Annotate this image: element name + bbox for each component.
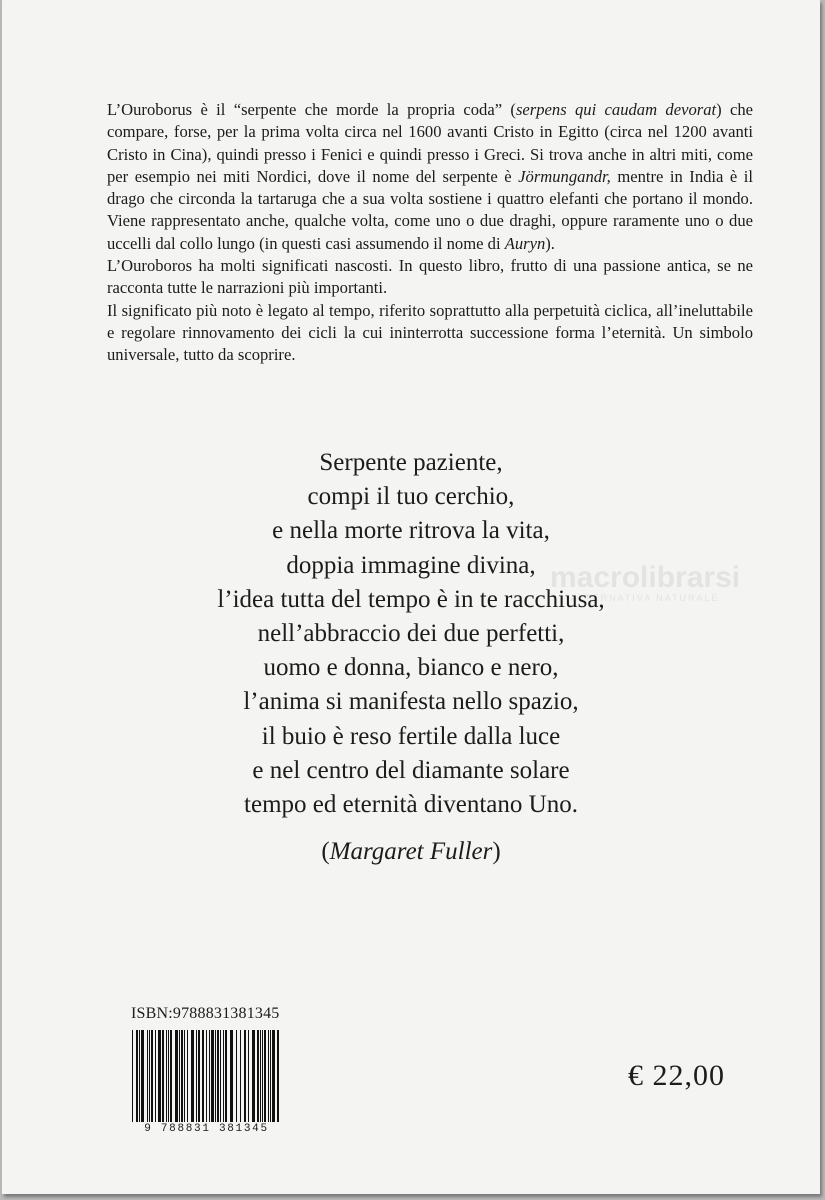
barcode-bar — [262, 1030, 263, 1130]
barcode-bar — [149, 1030, 150, 1130]
poem-line: e nel centro del diamante solare — [252, 756, 570, 784]
blurb-p1-part-c: mentre in India è il drago che circonda la tartaruga che a sua volta sostiene i quattro elefanti che portano il mondo. Viene rappresentato anche, qualche volta, come uno o due draghi, oppure raramente uno o due uccelli dal collo lungo (in questi casi assumendo il nome di — [107, 166, 753, 253]
barcode-bar — [158, 1030, 161, 1130]
poem-line: e nella morte ritrova la vita, — [272, 517, 550, 545]
poem-line: compi il tuo cerchio, — [307, 483, 515, 511]
barcode-bar — [211, 1030, 214, 1130]
isbn-label: ISBN:9788831381345 — [131, 1005, 280, 1022]
blurb-p1-part-b: ) che compare, forse, per la prima volta circa nel 1600 avanti Cristo in Egitto (circa nel 1200 avanti Cristo in Cina), quindi presso i Fenici e quindi presso i Greci. Si trova anche in altri miti, come per esempio nei miti Nordici, dove il nome del serpente è — [107, 100, 754, 186]
barcode-bar — [240, 1030, 241, 1130]
barcode-bar — [141, 1030, 144, 1130]
barcode — [130, 1030, 283, 1138]
barcode-bar — [225, 1030, 227, 1130]
barcode-bar — [220, 1030, 221, 1130]
barcode-bar — [139, 1030, 140, 1130]
barcode-bar — [151, 1030, 153, 1130]
barcode-bar — [191, 1030, 194, 1130]
barcode-bar — [132, 1030, 133, 1130]
barcode-bar — [215, 1030, 216, 1130]
barcode-bar — [184, 1030, 185, 1130]
poem-line: doppia immagine divina, — [286, 551, 536, 579]
barcode-bar — [209, 1030, 210, 1130]
barcode-bar — [136, 1030, 138, 1130]
blurb-p1-part-a: L’Ouroborus è il “serpente che morde la propria coda” ( — [107, 100, 516, 119]
barcode-bar — [147, 1030, 148, 1130]
barcode-bar — [272, 1030, 275, 1130]
barcode-bar — [248, 1030, 249, 1130]
barcode-bar — [179, 1030, 180, 1130]
barcode-bar — [175, 1030, 178, 1130]
blurb-paragraph-3: Il significato più noto è legato al tempo, riferito soprattutto alla perpetuità ciclica, all’ineluttabile e regolare rinnovamento dei cicli la cui ininterrotta successione forma l’eternità. Un simbolo universale, tutto da scoprire. — [107, 300, 753, 365]
barcode-bar — [217, 1030, 219, 1130]
author-name: Margaret Fuller — [329, 838, 493, 866]
poem-line: l’idea tutta del tempo è in te racchiusa, — [217, 585, 605, 613]
poem-line: uomo e donna, bianco e nero, — [263, 654, 559, 682]
blurb-text — [107, 99, 753, 367]
barcode-bar — [244, 1030, 246, 1130]
barcode-bar — [168, 1030, 169, 1130]
barcode-bar — [196, 1030, 197, 1130]
norse-name: Jörmungandr, — [518, 166, 611, 186]
barcode-bar — [270, 1030, 271, 1130]
barcode-bar — [277, 1030, 279, 1130]
barcode-bars — [130, 1030, 283, 1130]
barcode-bar — [198, 1030, 200, 1130]
barcode-bar — [162, 1030, 164, 1130]
blurb-paragraph-2: L’Ouroboros ha molti significati nascosti. In questo libro, frutto di una passione antica, se ne racconta tutte le narrazioni più importanti. — [107, 256, 753, 298]
latin-phrase: serpens qui caudam devorat — [515, 100, 717, 119]
barcode-bar — [230, 1030, 233, 1130]
barcode-bar — [155, 1030, 156, 1130]
barcode-bar — [187, 1030, 188, 1130]
barcode-bar — [181, 1030, 183, 1130]
poem-line: il buio è reso fertile dalla luce — [261, 722, 561, 750]
barcode-bar — [236, 1030, 237, 1130]
poem-line: tempo ed eternità diventano Uno. — [244, 791, 578, 819]
poem-line: l’anima si manifesta nello spazio, — [243, 688, 579, 716]
watermark-title: macrolibrarsi — [550, 561, 741, 594]
barcode-bar — [257, 1030, 259, 1130]
blurb-p1-part-d: ). — [545, 233, 555, 253]
author-paren-open: ( — [321, 838, 330, 866]
barcode-digits: 9 788831 381345 — [130, 1122, 283, 1136]
poem-line: nell’abbraccio dei due perfetti, — [257, 620, 565, 648]
barcode-bar — [206, 1030, 207, 1130]
watermark-subtitle: ALTERNATIVA NATURALE — [570, 593, 720, 603]
barcode-bar — [252, 1030, 255, 1130]
barcode-bar — [223, 1030, 224, 1130]
barcode-bar — [170, 1030, 172, 1130]
barcode-bar — [202, 1030, 204, 1130]
poem — [2, 446, 820, 869]
poem-line: Serpente paziente, — [319, 449, 503, 476]
auryn-name: Auryn — [504, 233, 546, 253]
book-back-cover — [2, 0, 820, 1194]
barcode-bar — [268, 1030, 269, 1130]
barcode-bar — [166, 1030, 167, 1130]
price-tag: € 22,00 — [628, 1059, 725, 1092]
author-paren-close: ) — [492, 838, 501, 866]
barcode-bar — [260, 1030, 261, 1130]
barcode-bar — [264, 1030, 266, 1130]
poem-author — [2, 835, 820, 869]
blurb-paragraph-1 — [107, 99, 753, 255]
